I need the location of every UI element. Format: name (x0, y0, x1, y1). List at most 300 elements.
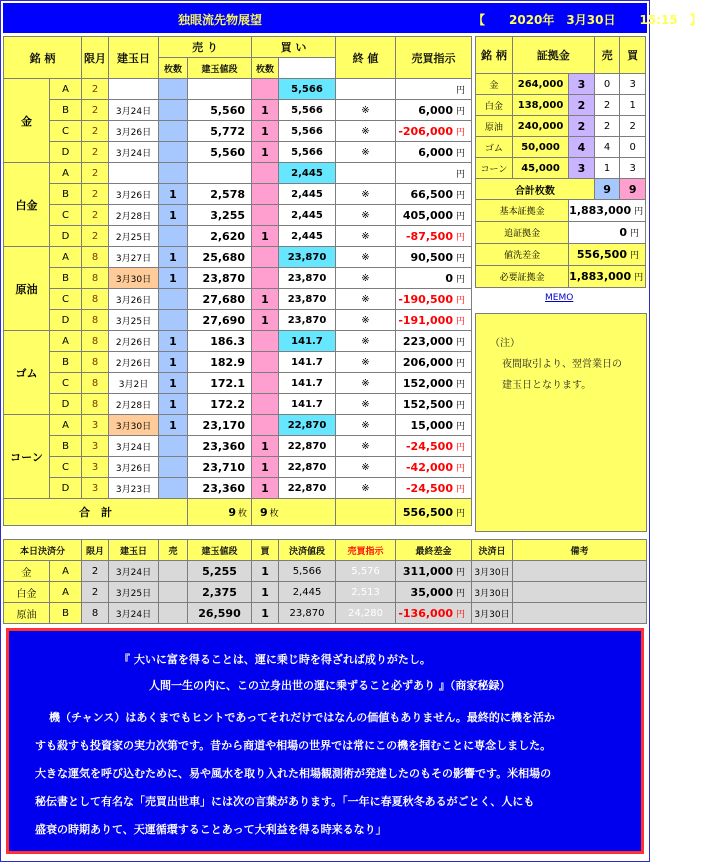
month-cell: 8 (82, 247, 109, 268)
grade-cell: A (50, 79, 82, 100)
body-line-5: 盛衰の時期ありて、天運循環することあって大利益を得る時来るなり」 (35, 823, 387, 836)
price-cell: 5,560 (188, 142, 252, 163)
yen-unit: 円 (455, 127, 465, 138)
price-cell: 23,710 (188, 457, 252, 478)
settle-close-cell: 23,870 (279, 603, 336, 624)
close-cell: 2,445 (279, 184, 336, 205)
summary-row (476, 244, 646, 266)
settle-month-cell: 2 (82, 561, 109, 582)
signal-cell: ※ (336, 478, 396, 499)
margin-name-cell: コーン (476, 158, 513, 179)
margin-sell-cell: 2 (594, 95, 620, 116)
close-cell: 5,566 (279, 142, 336, 163)
sell-lots-header: 枚数 (159, 58, 188, 79)
header-date: 【 2020年 3月30日 15:15 】 (473, 13, 702, 27)
settle-close-header: 決済値段 (279, 540, 336, 561)
signal-cell: ※ (336, 184, 396, 205)
summary-value (569, 222, 646, 244)
diff-cell (396, 289, 472, 310)
month-cell: 8 (82, 289, 109, 310)
month-cell: 8 (82, 373, 109, 394)
margin-count-buy: 9 (620, 179, 646, 200)
signal-cell: ※ (336, 415, 396, 436)
grade-cell: C (50, 457, 82, 478)
settle-buy-cell: 1 (252, 561, 279, 582)
yen-unit: 円 (455, 211, 465, 222)
diff-cell (396, 121, 472, 142)
yen-unit: 円 (455, 421, 465, 432)
diff-cell-value: 90,500 (410, 250, 453, 264)
diff-cell (396, 310, 472, 331)
yen-unit: 円 (629, 251, 639, 261)
margin-buy-cell: 3 (620, 158, 646, 179)
month-cell: 3 (82, 415, 109, 436)
table-row (4, 394, 472, 415)
settle-sdate-header: 決済日 (472, 540, 513, 561)
diff-cell-value: 6,000 (418, 103, 453, 117)
diff-cell (396, 415, 472, 436)
diff-cell (396, 79, 472, 100)
diff-cell (396, 352, 472, 373)
price-cell: 23,170 (188, 415, 252, 436)
date-cell: 2月25日 (109, 226, 159, 247)
commodity-name: 原油 (4, 247, 50, 331)
commodity-name: ゴム (4, 331, 50, 415)
yen-unit: 円 (455, 508, 465, 519)
settle-remarks-cell (513, 561, 647, 582)
sell-lots-cell (159, 310, 188, 331)
settle-diff-cell (396, 603, 472, 624)
summary-label: 追証拠金 (476, 222, 569, 244)
price-cell: 2,620 (188, 226, 252, 247)
price-cell: 172.2 (188, 394, 252, 415)
signal-cell: ※ (336, 142, 396, 163)
diff-cell-value: -190,500 (398, 292, 453, 306)
settle-signal-cell: 2,513 (336, 582, 396, 603)
diff-cell-value: -87,500 (405, 229, 453, 243)
price-cell: 172.1 (188, 373, 252, 394)
signal-cell: ※ (336, 352, 396, 373)
summary-label: 基本証拠金 (476, 200, 569, 222)
settle-date-cell: 3月24日 (109, 603, 159, 624)
margin-row (476, 95, 646, 116)
yen-unit: 円 (455, 484, 465, 495)
commodity-name: 金 (4, 79, 50, 163)
note-box (475, 313, 647, 532)
diff-cell (396, 100, 472, 121)
settle-month-header: 限月 (82, 540, 109, 561)
body-line-4: 秘伝書として有名な「売買出世車」には次の言葉があります。「一年に春夏秋冬あるがごとく、人にも (35, 795, 535, 808)
diff-cell-value: 152,000 (402, 376, 453, 390)
close-cell: 2,445 (279, 205, 336, 226)
margin-total-cell: 3 (569, 158, 595, 179)
margin-sell-cell: 2 (594, 116, 620, 137)
buy-lots-cell (252, 331, 279, 352)
note-head: （注） (490, 338, 520, 349)
diff-cell-value: 152,500 (402, 397, 453, 411)
month-cell: 3 (82, 478, 109, 499)
date-cell: 3月23日 (109, 478, 159, 499)
table-row (4, 289, 472, 310)
price-cell: 23,360 (188, 478, 252, 499)
table-row (4, 457, 472, 478)
table-row (4, 247, 472, 268)
signal-cell: ※ (336, 310, 396, 331)
price-header: 建玉値段 (188, 58, 252, 79)
table-row (4, 100, 472, 121)
settle-sdate-cell: 3月30日 (472, 603, 513, 624)
diff-cell-value: -206,000 (398, 124, 453, 138)
settle-name-cell: 原油 (4, 603, 50, 624)
sell-lots-cell (159, 478, 188, 499)
signal-cell (336, 163, 396, 184)
sell-lots-cell (159, 100, 188, 121)
yen-unit: 円 (634, 273, 644, 283)
yen-unit: 円 (455, 274, 465, 285)
summary-row (476, 222, 646, 244)
settle-month-cell: 8 (82, 603, 109, 624)
settle-signal-header: 売買指示 (336, 540, 396, 561)
price-cell: 27,690 (188, 310, 252, 331)
memo-link[interactable]: MEMO (545, 293, 574, 303)
sell-lots-cell: 1 (159, 184, 188, 205)
buy-lots-cell (252, 79, 279, 100)
price-cell: 25,680 (188, 247, 252, 268)
buy-lots-cell (252, 205, 279, 226)
yen-unit: 円 (455, 442, 465, 453)
yen-unit: 円 (455, 148, 465, 159)
yen-unit: 円 (455, 169, 465, 180)
diff-cell (396, 331, 472, 352)
price-cell (188, 163, 252, 184)
settle-sdate-cell: 3月30日 (472, 561, 513, 582)
settle-name-cell: 白金 (4, 582, 50, 603)
commodity-name: 白金 (4, 163, 50, 247)
margin-amount-cell: 138,000 (512, 95, 568, 116)
close-cell: 23,870 (279, 310, 336, 331)
table-row (4, 352, 472, 373)
diff-cell-value: 206,000 (402, 355, 453, 369)
body-line-1: 機（チャンス）はあくまでもヒントであってそれだけではなんの価値もありません。最終的に機を活か (49, 711, 555, 724)
close-cell: 23,870 (279, 247, 336, 268)
date-cell: 3月25日 (109, 310, 159, 331)
diff-cell (396, 226, 472, 247)
grade-cell: B (50, 184, 82, 205)
settle-price-cell: 5,255 (188, 561, 252, 582)
margin-amount-cell: 50,000 (512, 137, 568, 158)
body-line-2: すも殺すも投資家の実力次第です。昔から商道や相場の世界では常にこの機を掴むことに専念しました。 (35, 739, 552, 752)
settle-name-header: 本日決済分 (4, 540, 82, 561)
grade-cell: B (50, 352, 82, 373)
margin-total-cell: 3 (569, 74, 595, 95)
sell-lots-cell: 1 (159, 352, 188, 373)
table-row (4, 121, 472, 142)
table-row (4, 268, 472, 289)
price-cell: 23,870 (188, 268, 252, 289)
sell-lots-cell: 1 (159, 394, 188, 415)
margin-total-cell: 2 (569, 95, 595, 116)
date-cell: 3月26日 (109, 121, 159, 142)
settle-name-cell: 金 (4, 561, 50, 582)
settle-remarks-header: 備考 (513, 540, 647, 561)
margin-amount-header: 証拠金 (512, 37, 594, 74)
price-cell: 182.9 (188, 352, 252, 373)
margin-name-cell: 金 (476, 74, 513, 95)
col-buy-header: 買 い (252, 37, 336, 58)
diff-cell (396, 142, 472, 163)
close-cell: 22,870 (279, 415, 336, 436)
signal-cell: ※ (336, 394, 396, 415)
yen-unit: 円 (455, 463, 465, 474)
yen-unit: 円 (634, 207, 644, 217)
diff-cell (396, 184, 472, 205)
totals-label: 合 計 (4, 499, 188, 526)
yen-unit: 円 (455, 85, 465, 96)
margin-name-cell: ゴム (476, 137, 513, 158)
settle-signal-cell: 24,280 (336, 603, 396, 624)
diff-cell-value: -24,500 (405, 439, 453, 453)
sell-lots-cell: 1 (159, 268, 188, 289)
summary-value (569, 244, 646, 266)
table-row (4, 373, 472, 394)
quote-box (6, 628, 644, 854)
signal-cell (336, 79, 396, 100)
date-cell: 3月24日 (109, 436, 159, 457)
diff-cell-value: 405,000 (402, 208, 453, 222)
settle-sell-cell (159, 561, 188, 582)
settle-diff-cell-value: 311,000 (402, 564, 453, 578)
buy-lots-header: 枚数 (252, 58, 279, 79)
yen-unit: 円 (455, 358, 465, 369)
settle-diff-header: 最終差金 (396, 540, 472, 561)
buy-lots-cell (252, 352, 279, 373)
margin-sell-header: 売 (594, 37, 620, 74)
grade-cell: A (50, 331, 82, 352)
summary-row (476, 266, 646, 288)
grade-cell: C (50, 289, 82, 310)
margin-name-cell: 原油 (476, 116, 513, 137)
grade-cell: D (50, 394, 82, 415)
sell-lots-cell (159, 142, 188, 163)
month-cell: 8 (82, 310, 109, 331)
close-cell: 141.7 (279, 352, 336, 373)
date-cell: 3月26日 (109, 289, 159, 310)
grade-cell: C (50, 121, 82, 142)
summary-value (569, 200, 646, 222)
month-cell: 2 (82, 205, 109, 226)
close-cell: 2,445 (279, 163, 336, 184)
yen-unit: 円 (456, 609, 466, 620)
close-cell: 141.7 (279, 394, 336, 415)
summary-value-value: 1,883,000 (569, 204, 632, 217)
margin-table (475, 36, 646, 288)
table-row (4, 331, 472, 352)
summary-row (476, 200, 646, 222)
diff-cell-value: 223,000 (402, 334, 453, 348)
note-line-2: 建玉日となります。 (502, 380, 592, 391)
buy-lots-cell: 1 (252, 478, 279, 499)
month-cell: 2 (82, 184, 109, 205)
margin-row (476, 74, 646, 95)
summary-label: 値洗差金 (476, 244, 569, 266)
margin-row (476, 137, 646, 158)
grade-cell: D (50, 142, 82, 163)
yen-unit: 円 (629, 229, 639, 239)
sell-lots-cell (159, 163, 188, 184)
settle-date-cell: 3月25日 (109, 582, 159, 603)
note-line-1: 夜間取引より、翌営業日の (502, 359, 622, 370)
yen-unit: 円 (455, 337, 465, 348)
yen-unit: 円 (456, 567, 466, 578)
signal-cell: ※ (336, 121, 396, 142)
margin-name-cell: 白金 (476, 95, 513, 116)
title-bar (3, 3, 702, 33)
month-cell: 2 (82, 79, 109, 100)
diff-cell (396, 457, 472, 478)
totals-blank (336, 499, 396, 526)
diff-cell (396, 394, 472, 415)
date-cell (109, 79, 159, 100)
price-cell: 2,578 (188, 184, 252, 205)
close-cell: 2,445 (279, 226, 336, 247)
date-cell: 3月2日 (109, 373, 159, 394)
settle-remarks-cell (513, 582, 647, 603)
summary-value (569, 266, 646, 288)
sell-lots-cell: 1 (159, 247, 188, 268)
col-date-header: 建玉日 (109, 37, 159, 79)
signal-cell: ※ (336, 457, 396, 478)
margin-amount-cell: 264,000 (512, 74, 568, 95)
margin-row (476, 116, 646, 137)
sell-lots-cell (159, 121, 188, 142)
settle-date-header: 建玉日 (109, 540, 159, 561)
diff-cell-value: 66,500 (410, 187, 453, 201)
sell-lots-cell (159, 436, 188, 457)
col-sell-header: 売 り (159, 37, 252, 58)
price-cell: 5,772 (188, 121, 252, 142)
sell-lots-cell (159, 289, 188, 310)
buy-lots-cell: 1 (252, 457, 279, 478)
grade-cell: B (50, 436, 82, 457)
diff-cell-value: 6,000 (418, 145, 453, 159)
buy-total-value: 9 (260, 505, 268, 519)
summary-value-value: 556,500 (576, 248, 627, 261)
margin-buy-cell: 0 (620, 137, 646, 158)
summary-label: 必要証拠金 (476, 266, 569, 288)
margin-sell-cell: 4 (594, 137, 620, 158)
buy-lots-cell (252, 415, 279, 436)
grade-cell: D (50, 478, 82, 499)
grade-cell: B (50, 268, 82, 289)
date-cell: 3月24日 (109, 142, 159, 163)
sell-lots-cell: 1 (159, 331, 188, 352)
table-row (4, 79, 472, 100)
settle-diff-cell (396, 582, 472, 603)
total-diff (396, 499, 472, 526)
buy-lots-cell: 1 (252, 121, 279, 142)
settle-sell-header: 売 (159, 540, 188, 561)
col-close-header: 終 値 (336, 37, 396, 79)
settle-grade-cell: A (50, 582, 82, 603)
settle-grade-cell: B (50, 603, 82, 624)
yen-unit: 円 (455, 295, 465, 306)
sell-lots-cell: 1 (159, 205, 188, 226)
date-cell: 3月26日 (109, 184, 159, 205)
buy-lots-cell: 1 (252, 142, 279, 163)
table-row (4, 142, 472, 163)
summary-value-value: 1,883,000 (569, 270, 632, 283)
diff-cell (396, 247, 472, 268)
table-row (4, 163, 472, 184)
settle-row (4, 603, 647, 624)
quote-line-1: 『 大いに富を得ることは、運に乗じ時を得ざれば成りがたし。 (119, 653, 431, 666)
date-cell: 3月26日 (109, 457, 159, 478)
margin-count-sell: 9 (594, 179, 620, 200)
yen-unit: 円 (455, 232, 465, 243)
grade-cell: C (50, 205, 82, 226)
price-cell: 186.3 (188, 331, 252, 352)
buy-total (252, 499, 336, 526)
signal-cell: ※ (336, 268, 396, 289)
margin-row (476, 158, 646, 179)
settle-buy-cell: 1 (252, 603, 279, 624)
margin-count-label: 合計枚数 (476, 179, 595, 200)
settle-price-cell: 2,375 (188, 582, 252, 603)
grade-cell: A (50, 247, 82, 268)
month-cell: 2 (82, 163, 109, 184)
diff-cell-value: -24,500 (405, 481, 453, 495)
settle-diff-cell-value: 35,000 (410, 585, 453, 599)
settle-diff-cell-value: -136,000 (398, 606, 453, 620)
margin-total-cell: 2 (569, 116, 595, 137)
price-cell: 27,680 (188, 289, 252, 310)
sell-lots-cell (159, 457, 188, 478)
buy-lots-cell (252, 394, 279, 415)
close-cell: 22,870 (279, 457, 336, 478)
margin-sell-cell: 1 (594, 158, 620, 179)
month-cell: 3 (82, 436, 109, 457)
buy-lots-cell (252, 163, 279, 184)
settle-row (4, 582, 647, 603)
close-cell: 23,870 (279, 268, 336, 289)
diff-cell (396, 163, 472, 184)
diff-cell-value: 15,000 (410, 418, 453, 432)
signal-cell: ※ (336, 436, 396, 457)
buy-lots-cell (252, 373, 279, 394)
month-cell: 3 (82, 457, 109, 478)
close-cell: 141.7 (279, 373, 336, 394)
month-cell: 8 (82, 394, 109, 415)
margin-buy-cell: 2 (620, 116, 646, 137)
buy-lots-cell (252, 268, 279, 289)
table-row (4, 310, 472, 331)
month-cell: 2 (82, 226, 109, 247)
yen-unit: 円 (455, 400, 465, 411)
settle-signal-cell: 5,576 (336, 561, 396, 582)
grade-cell: D (50, 310, 82, 331)
table-row (4, 226, 472, 247)
settle-sdate-cell: 3月30日 (472, 582, 513, 603)
diff-cell-value: -42,000 (405, 460, 453, 474)
margin-buy-cell: 3 (620, 74, 646, 95)
date-cell: 3月30日 (109, 268, 159, 289)
month-cell: 2 (82, 121, 109, 142)
grade-cell: D (50, 226, 82, 247)
diff-cell (396, 478, 472, 499)
date-cell: 2月28日 (109, 205, 159, 226)
date-cell: 3月24日 (109, 100, 159, 121)
col-month-header: 限月 (82, 37, 109, 79)
